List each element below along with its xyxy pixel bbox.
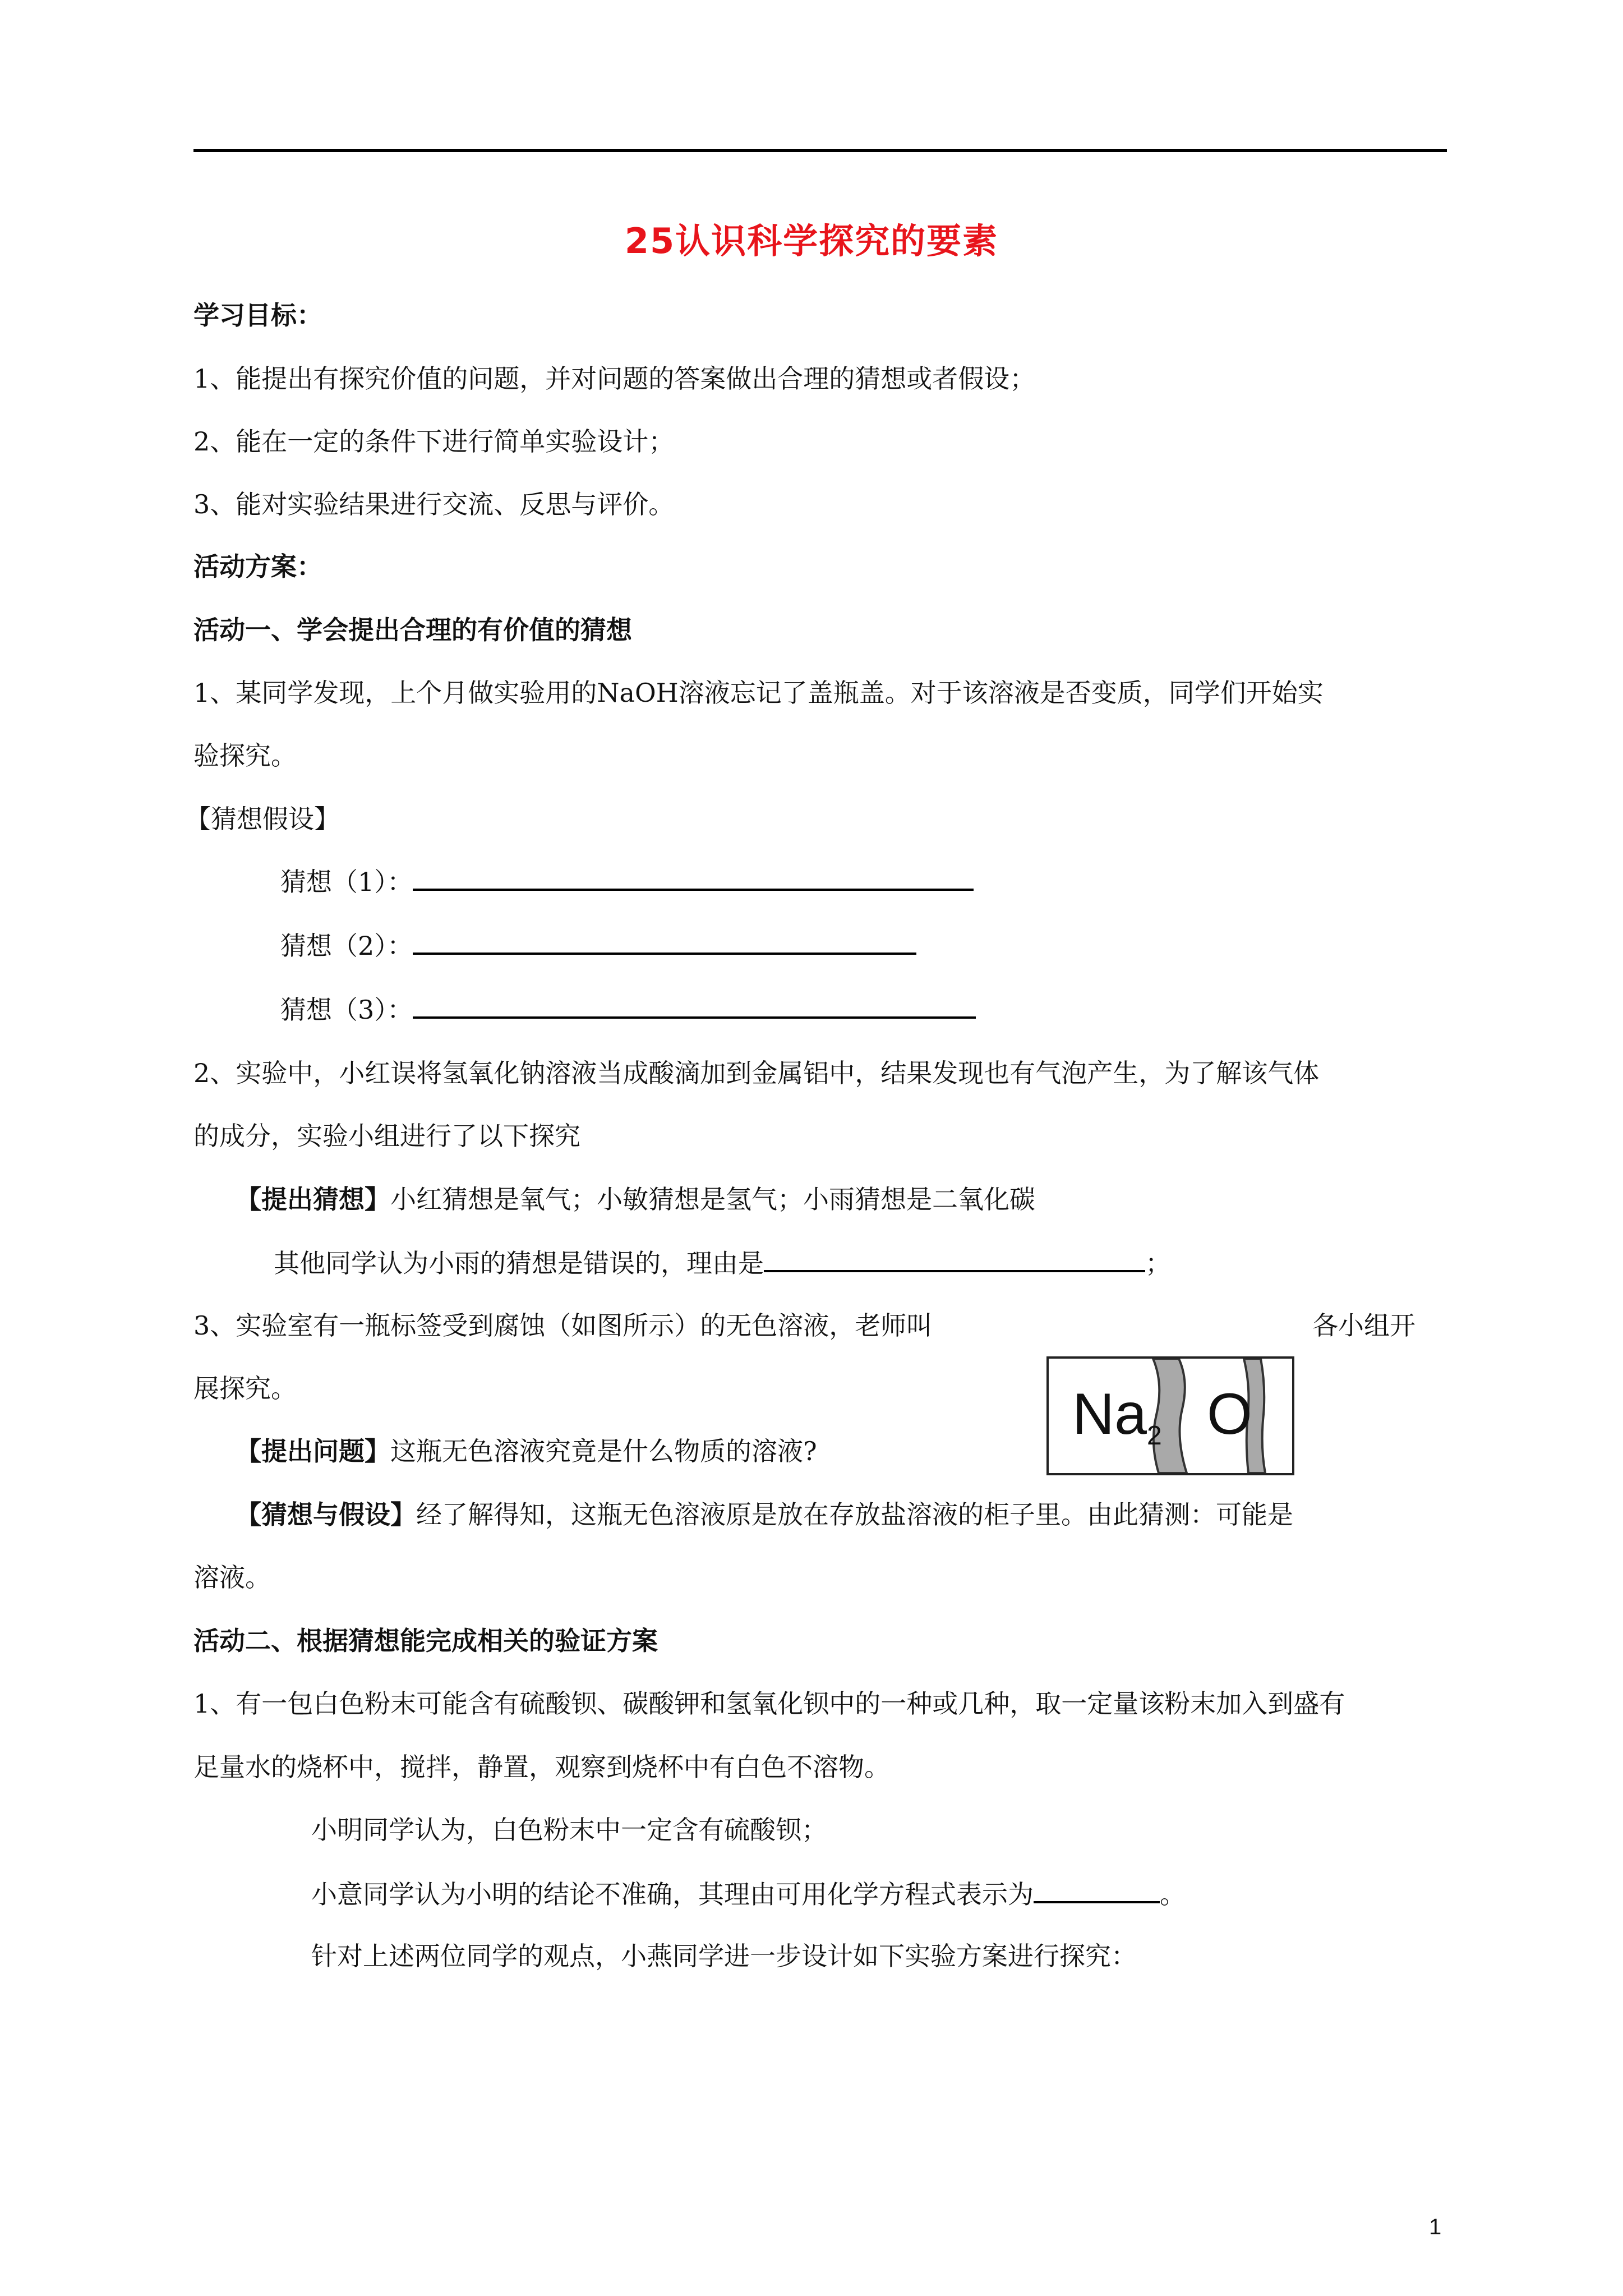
hypothesis-heading: 【猜想假设】 bbox=[185, 804, 340, 834]
equation-blank[interactable] bbox=[1034, 1876, 1160, 1903]
q2-reason-blank[interactable] bbox=[764, 1245, 1145, 1272]
q2-guess-row bbox=[236, 1182, 1035, 1216]
label-text-o: O bbox=[1207, 1382, 1252, 1447]
q3-question-tag: 【提出问题】 bbox=[236, 1436, 390, 1466]
guess-label-3: 猜想（3）： bbox=[280, 995, 413, 1025]
q3-question-row bbox=[236, 1434, 817, 1468]
activity2-heading: 活动二、根据猜想能完成相关的验证方案 bbox=[193, 1626, 658, 1656]
guess-blank-1[interactable] bbox=[413, 864, 974, 891]
label-text-subscript: 2 bbox=[1147, 1421, 1162, 1451]
goal-item-2: 2、能在一定的条件下进行简单实验设计； bbox=[193, 426, 675, 457]
q2-reason-end: ； bbox=[1145, 1248, 1171, 1278]
guess-label-1: 猜想（1）： bbox=[280, 867, 413, 897]
guess-blank-2[interactable] bbox=[413, 928, 916, 955]
q2-reason-text: 其他同学认为小雨的猜想是错误的，理由是 bbox=[274, 1248, 764, 1278]
guess-row-3 bbox=[280, 992, 976, 1027]
goal-item-3: 3、能对实验结果进行交流、反思与评价。 bbox=[193, 489, 675, 519]
q3-hypothesis-end: 溶液。 bbox=[193, 1562, 271, 1593]
activity1-q2-line2: 的成分，实验小组进行了以下探究 bbox=[193, 1121, 580, 1151]
label-text-na: Na bbox=[1072, 1382, 1147, 1447]
activity1-q2-line1: 2、实验中，小红误将氢氧化钠溶液当成酸滴加到金属铝中，结果发现也有气泡产生，为了解该气体 bbox=[193, 1058, 1320, 1088]
guess-label-2: 猜想（2）： bbox=[280, 931, 413, 961]
plan-heading: 活动方案： bbox=[193, 551, 322, 582]
guess-blank-3[interactable] bbox=[413, 992, 976, 1019]
activity1-q3-line2: 展探究。 bbox=[193, 1373, 297, 1404]
xiaoyi-text: 小意同学认为小明的结论不准确，其理由可用化学方程式表示为 bbox=[311, 1879, 1034, 1910]
xiaoyi-row bbox=[311, 1876, 1186, 1911]
xiaoyan-text: 针对上述两位同学的观点，小燕同学进一步设计如下实验方案进行探究： bbox=[311, 1941, 1137, 1971]
q3-hypothesis-tag: 【猜想与假设】 bbox=[236, 1499, 416, 1530]
q3-question-text: 这瓶无色溶液究竟是什么物质的溶液? bbox=[390, 1436, 817, 1466]
guess-row-2 bbox=[280, 928, 916, 963]
activity1-q1-line1: 1、某同学发现，上个月做实验用的NaOH溶液忘记了盖瓶盖。对于该溶液是否变质，同学们开始实 bbox=[193, 678, 1324, 708]
q3-hypothesis-row bbox=[236, 1498, 1293, 1531]
corroded-label-figure bbox=[1046, 1356, 1294, 1475]
guess-row-1 bbox=[280, 864, 974, 899]
xiaoyi-end: 。 bbox=[1160, 1879, 1186, 1910]
activity1-heading: 活动一、学会提出合理的有价值的猜想 bbox=[193, 615, 632, 645]
page-number: 1 bbox=[1429, 2215, 1442, 2239]
q2-guess-tag: 【提出猜想】 bbox=[236, 1184, 390, 1214]
q3-hypothesis-text: 经了解得知，这瓶无色溶液原是放在存放盐溶液的柜子里。由此猜测：可能是 bbox=[416, 1499, 1293, 1530]
q2-reason-row bbox=[274, 1245, 1171, 1280]
activity2-q1-line2: 足量水的烧杯中，搅拌，静置，观察到烧杯中有白色不溶物。 bbox=[193, 1752, 890, 1782]
activity1-q1-line2: 验探究。 bbox=[193, 740, 297, 771]
xiaoming-text: 小明同学认为，白色粉末中一定含有硫酸钡； bbox=[311, 1815, 827, 1845]
goal-item-1: 1、能提出有探究价值的问题，并对问题的答案做出合理的猜想或者假设； bbox=[193, 364, 1036, 394]
q2-guess-text: 小红猜想是氧气；小敏猜想是氢气；小雨猜想是二氧化碳 bbox=[390, 1184, 1035, 1214]
goals-heading: 学习目标： bbox=[193, 300, 322, 330]
page-title: 25认识科学探究的要素 bbox=[624, 220, 999, 261]
activity1-q3-line1a: 3、实验室有一瓶标签受到腐蚀（如图所示）的无色溶液，老师叫 bbox=[193, 1310, 933, 1341]
header-rule bbox=[193, 149, 1447, 152]
activity2-q1-line1: 1、有一包白色粉末可能含有硫酸钡、碳酸钾和氢氧化钡中的一种或几种，取一定量该粉末加入到盛有 bbox=[193, 1688, 1345, 1719]
activity1-q3-line1b: 各小组开 bbox=[1312, 1310, 1415, 1341]
